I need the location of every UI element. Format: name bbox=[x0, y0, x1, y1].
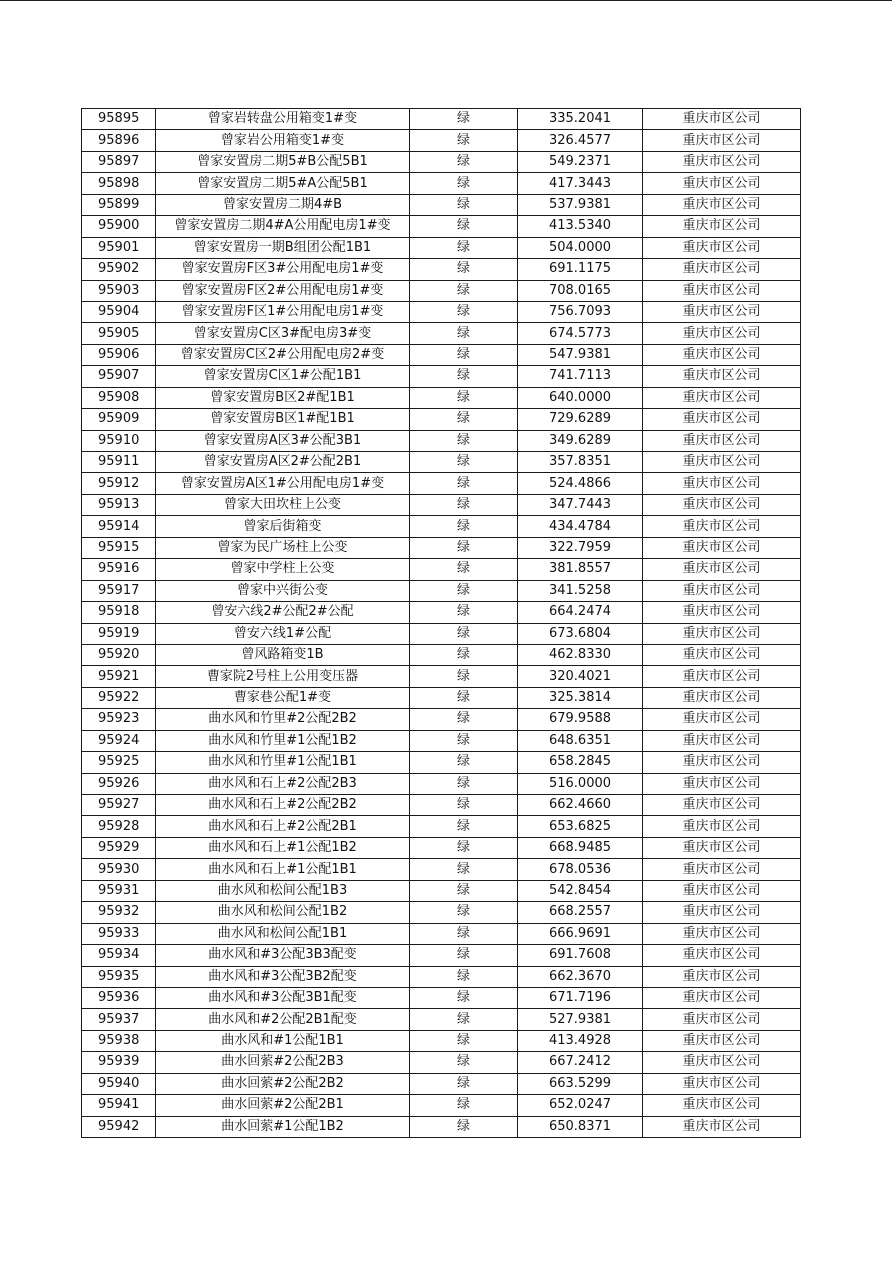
transformer-name-cell: 曲水回萦#2公配2B1 bbox=[156, 1095, 410, 1116]
status-color-cell: 绿 bbox=[410, 1030, 518, 1051]
table-row bbox=[82, 923, 801, 944]
table-row bbox=[82, 816, 801, 837]
status-color-cell: 绿 bbox=[410, 773, 518, 794]
company-cell: 重庆市区公司 bbox=[643, 151, 801, 172]
transformer-name-cell: 曲水风和#3公配3B1配变 bbox=[156, 987, 410, 1008]
transformer-name-cell: 曲水风和竹里#1公配1B1 bbox=[156, 752, 410, 773]
company-cell: 重庆市区公司 bbox=[643, 880, 801, 901]
row-id-cell: 95918 bbox=[82, 602, 156, 623]
status-color-cell: 绿 bbox=[410, 537, 518, 558]
row-id-cell: 95900 bbox=[82, 216, 156, 237]
value-cell: 549.2371 bbox=[518, 151, 643, 172]
row-id-cell: 95933 bbox=[82, 923, 156, 944]
transformer-name-cell: 曾家为民广场柱上公变 bbox=[156, 537, 410, 558]
status-color-cell: 绿 bbox=[410, 987, 518, 1008]
value-cell: 381.8557 bbox=[518, 559, 643, 580]
transformer-name-cell: 曾家安置房C区3#配电房3#变 bbox=[156, 323, 410, 344]
transformer-name-cell: 曲水风和#1公配1B1 bbox=[156, 1030, 410, 1051]
transformer-name-cell: 曹家巷公配1#变 bbox=[156, 687, 410, 708]
row-id-cell: 95910 bbox=[82, 430, 156, 451]
transformer-name-cell: 曹家院2号柱上公用变压器 bbox=[156, 666, 410, 687]
table-row bbox=[82, 409, 801, 430]
status-color-cell: 绿 bbox=[410, 130, 518, 151]
company-cell: 重庆市区公司 bbox=[643, 280, 801, 301]
status-color-cell: 绿 bbox=[410, 430, 518, 451]
table-row bbox=[82, 430, 801, 451]
row-id-cell: 95899 bbox=[82, 194, 156, 215]
row-id-cell: 95904 bbox=[82, 301, 156, 322]
company-cell: 重庆市区公司 bbox=[643, 301, 801, 322]
company-cell: 重庆市区公司 bbox=[643, 323, 801, 344]
company-cell: 重庆市区公司 bbox=[643, 259, 801, 280]
value-cell: 547.9381 bbox=[518, 344, 643, 365]
status-color-cell: 绿 bbox=[410, 580, 518, 601]
value-cell: 322.7959 bbox=[518, 537, 643, 558]
table-row bbox=[82, 130, 801, 151]
row-id-cell: 95905 bbox=[82, 323, 156, 344]
table-row bbox=[82, 1030, 801, 1051]
status-color-cell: 绿 bbox=[410, 1009, 518, 1030]
status-color-cell: 绿 bbox=[410, 516, 518, 537]
table-body bbox=[82, 109, 801, 1138]
row-id-cell: 95929 bbox=[82, 837, 156, 858]
value-cell: 640.0000 bbox=[518, 387, 643, 408]
row-id-cell: 95919 bbox=[82, 623, 156, 644]
company-cell: 重庆市区公司 bbox=[643, 644, 801, 665]
value-cell: 653.6825 bbox=[518, 816, 643, 837]
transformer-name-cell: 曾家岩公用箱变1#变 bbox=[156, 130, 410, 151]
company-cell: 重庆市区公司 bbox=[643, 580, 801, 601]
row-id-cell: 95939 bbox=[82, 1052, 156, 1073]
row-id-cell: 95926 bbox=[82, 773, 156, 794]
value-cell: 691.1175 bbox=[518, 259, 643, 280]
row-id-cell: 95940 bbox=[82, 1073, 156, 1094]
table-row bbox=[82, 880, 801, 901]
table-row bbox=[82, 494, 801, 515]
table-row bbox=[82, 1073, 801, 1094]
value-cell: 434.4784 bbox=[518, 516, 643, 537]
company-cell: 重庆市区公司 bbox=[643, 473, 801, 494]
transformer-name-cell: 曾家安置房二期5#A公配5B1 bbox=[156, 173, 410, 194]
status-color-cell: 绿 bbox=[410, 816, 518, 837]
transformer-name-cell: 曲水风和石上#1公配1B1 bbox=[156, 859, 410, 880]
table-row bbox=[82, 666, 801, 687]
transformer-name-cell: 曾家安置房二期4#B bbox=[156, 194, 410, 215]
company-cell: 重庆市区公司 bbox=[643, 687, 801, 708]
table-row bbox=[82, 173, 801, 194]
value-cell: 662.3670 bbox=[518, 966, 643, 987]
company-cell: 重庆市区公司 bbox=[643, 837, 801, 858]
transformer-name-cell: 曾家安置房二期5#B公配5B1 bbox=[156, 151, 410, 172]
transformer-name-cell: 曲水风和松间公配1B1 bbox=[156, 923, 410, 944]
transformer-name-cell: 曲水风和石上#2公配2B3 bbox=[156, 773, 410, 794]
status-color-cell: 绿 bbox=[410, 387, 518, 408]
row-id-cell: 95896 bbox=[82, 130, 156, 151]
status-color-cell: 绿 bbox=[410, 259, 518, 280]
transformer-name-cell: 曲水风和松间公配1B2 bbox=[156, 902, 410, 923]
status-color-cell: 绿 bbox=[410, 902, 518, 923]
status-color-cell: 绿 bbox=[410, 923, 518, 944]
company-cell: 重庆市区公司 bbox=[643, 859, 801, 880]
transformer-name-cell: 曲水回萦#2公配2B2 bbox=[156, 1073, 410, 1094]
company-cell: 重庆市区公司 bbox=[643, 516, 801, 537]
value-cell: 462.8330 bbox=[518, 644, 643, 665]
transformer-name-cell: 曾家安置房B区2#配1B1 bbox=[156, 387, 410, 408]
value-cell: 524.4866 bbox=[518, 473, 643, 494]
company-cell: 重庆市区公司 bbox=[643, 537, 801, 558]
row-id-cell: 95928 bbox=[82, 816, 156, 837]
row-id-cell: 95932 bbox=[82, 902, 156, 923]
value-cell: 347.7443 bbox=[518, 494, 643, 515]
row-id-cell: 95895 bbox=[82, 109, 156, 130]
value-cell: 648.6351 bbox=[518, 730, 643, 751]
value-cell: 341.5258 bbox=[518, 580, 643, 601]
row-id-cell: 95925 bbox=[82, 752, 156, 773]
row-id-cell: 95920 bbox=[82, 644, 156, 665]
table-row bbox=[82, 902, 801, 923]
company-cell: 重庆市区公司 bbox=[643, 773, 801, 794]
status-color-cell: 绿 bbox=[410, 301, 518, 322]
table-row bbox=[82, 194, 801, 215]
status-color-cell: 绿 bbox=[410, 730, 518, 751]
transformer-name-cell: 曲水风和石上#2公配2B1 bbox=[156, 816, 410, 837]
status-color-cell: 绿 bbox=[410, 1095, 518, 1116]
row-id-cell: 95936 bbox=[82, 987, 156, 1008]
row-id-cell: 95897 bbox=[82, 151, 156, 172]
row-id-cell: 95942 bbox=[82, 1116, 156, 1137]
value-cell: 542.8454 bbox=[518, 880, 643, 901]
company-cell: 重庆市区公司 bbox=[643, 130, 801, 151]
status-color-cell: 绿 bbox=[410, 473, 518, 494]
row-id-cell: 95934 bbox=[82, 945, 156, 966]
company-cell: 重庆市区公司 bbox=[643, 623, 801, 644]
value-cell: 326.4577 bbox=[518, 130, 643, 151]
status-color-cell: 绿 bbox=[410, 173, 518, 194]
table-row bbox=[82, 516, 801, 537]
row-id-cell: 95909 bbox=[82, 409, 156, 430]
transformer-name-cell: 曲水风和#3公配3B3配变 bbox=[156, 945, 410, 966]
value-cell: 413.5340 bbox=[518, 216, 643, 237]
value-cell: 504.0000 bbox=[518, 237, 643, 258]
status-color-cell: 绿 bbox=[410, 602, 518, 623]
transformer-table bbox=[81, 108, 801, 1138]
status-color-cell: 绿 bbox=[410, 344, 518, 365]
transformer-name-cell: 曾家安置房C区2#公用配电房2#变 bbox=[156, 344, 410, 365]
table-row bbox=[82, 387, 801, 408]
company-cell: 重庆市区公司 bbox=[643, 709, 801, 730]
value-cell: 537.9381 bbox=[518, 194, 643, 215]
table-row bbox=[82, 623, 801, 644]
company-cell: 重庆市区公司 bbox=[643, 902, 801, 923]
value-cell: 417.3443 bbox=[518, 173, 643, 194]
row-id-cell: 95930 bbox=[82, 859, 156, 880]
status-color-cell: 绿 bbox=[410, 1073, 518, 1094]
status-color-cell: 绿 bbox=[410, 945, 518, 966]
row-id-cell: 95924 bbox=[82, 730, 156, 751]
value-cell: 673.6804 bbox=[518, 623, 643, 644]
value-cell: 678.0536 bbox=[518, 859, 643, 880]
row-id-cell: 95901 bbox=[82, 237, 156, 258]
company-cell: 重庆市区公司 bbox=[643, 387, 801, 408]
value-cell: 671.7196 bbox=[518, 987, 643, 1008]
status-color-cell: 绿 bbox=[410, 323, 518, 344]
company-cell: 重庆市区公司 bbox=[643, 1030, 801, 1051]
table-row bbox=[82, 859, 801, 880]
status-color-cell: 绿 bbox=[410, 966, 518, 987]
value-cell: 357.8351 bbox=[518, 452, 643, 473]
row-id-cell: 95941 bbox=[82, 1095, 156, 1116]
company-cell: 重庆市区公司 bbox=[643, 237, 801, 258]
value-cell: 668.2557 bbox=[518, 902, 643, 923]
status-color-cell: 绿 bbox=[410, 366, 518, 387]
status-color-cell: 绿 bbox=[410, 687, 518, 708]
table-row bbox=[82, 344, 801, 365]
status-color-cell: 绿 bbox=[410, 237, 518, 258]
value-cell: 325.3814 bbox=[518, 687, 643, 708]
company-cell: 重庆市区公司 bbox=[643, 1052, 801, 1073]
company-cell: 重庆市区公司 bbox=[643, 945, 801, 966]
status-color-cell: 绿 bbox=[410, 880, 518, 901]
transformer-name-cell: 曾家安置房F区3#公用配电房1#变 bbox=[156, 259, 410, 280]
value-cell: 349.6289 bbox=[518, 430, 643, 451]
value-cell: 663.5299 bbox=[518, 1073, 643, 1094]
company-cell: 重庆市区公司 bbox=[643, 452, 801, 473]
company-cell: 重庆市区公司 bbox=[643, 194, 801, 215]
table-row bbox=[82, 1116, 801, 1137]
table-row bbox=[82, 301, 801, 322]
status-color-cell: 绿 bbox=[410, 494, 518, 515]
table-row bbox=[82, 730, 801, 751]
table-row bbox=[82, 151, 801, 172]
table-row bbox=[82, 580, 801, 601]
table-row bbox=[82, 366, 801, 387]
company-cell: 重庆市区公司 bbox=[643, 1009, 801, 1030]
status-color-cell: 绿 bbox=[410, 109, 518, 130]
table-row bbox=[82, 709, 801, 730]
company-cell: 重庆市区公司 bbox=[643, 109, 801, 130]
company-cell: 重庆市区公司 bbox=[643, 966, 801, 987]
company-cell: 重庆市区公司 bbox=[643, 795, 801, 816]
transformer-name-cell: 曲水风和竹里#1公配1B2 bbox=[156, 730, 410, 751]
value-cell: 666.9691 bbox=[518, 923, 643, 944]
value-cell: 652.0247 bbox=[518, 1095, 643, 1116]
value-cell: 662.4660 bbox=[518, 795, 643, 816]
transformer-name-cell: 曾家后街箱变 bbox=[156, 516, 410, 537]
transformer-name-cell: 曾家安置房B区1#配1B1 bbox=[156, 409, 410, 430]
row-id-cell: 95923 bbox=[82, 709, 156, 730]
status-color-cell: 绿 bbox=[410, 666, 518, 687]
row-id-cell: 95915 bbox=[82, 537, 156, 558]
table-row bbox=[82, 773, 801, 794]
status-color-cell: 绿 bbox=[410, 795, 518, 816]
value-cell: 674.5773 bbox=[518, 323, 643, 344]
company-cell: 重庆市区公司 bbox=[643, 923, 801, 944]
company-cell: 重庆市区公司 bbox=[643, 1095, 801, 1116]
status-color-cell: 绿 bbox=[410, 280, 518, 301]
table-row bbox=[82, 452, 801, 473]
value-cell: 335.2041 bbox=[518, 109, 643, 130]
page-top-border bbox=[0, 0, 892, 1]
transformer-name-cell: 曾家岩转盘公用箱变1#变 bbox=[156, 109, 410, 130]
row-id-cell: 95914 bbox=[82, 516, 156, 537]
transformer-name-cell: 曾家安置房A区2#公配2B1 bbox=[156, 452, 410, 473]
value-cell: 756.7093 bbox=[518, 301, 643, 322]
table-row bbox=[82, 473, 801, 494]
transformer-name-cell: 曾安六线1#公配 bbox=[156, 623, 410, 644]
value-cell: 667.2412 bbox=[518, 1052, 643, 1073]
table-row bbox=[82, 259, 801, 280]
table-row bbox=[82, 559, 801, 580]
row-id-cell: 95908 bbox=[82, 387, 156, 408]
transformer-name-cell: 曲水风和石上#2公配2B2 bbox=[156, 795, 410, 816]
transformer-name-cell: 曾家安置房A区1#公用配电房1#变 bbox=[156, 473, 410, 494]
company-cell: 重庆市区公司 bbox=[643, 366, 801, 387]
table-row bbox=[82, 945, 801, 966]
value-cell: 741.7113 bbox=[518, 366, 643, 387]
row-id-cell: 95916 bbox=[82, 559, 156, 580]
transformer-name-cell: 曾家安置房二期4#A公用配电房1#变 bbox=[156, 216, 410, 237]
row-id-cell: 95922 bbox=[82, 687, 156, 708]
status-color-cell: 绿 bbox=[410, 752, 518, 773]
transformer-name-cell: 曾家大田坎柱上公变 bbox=[156, 494, 410, 515]
status-color-cell: 绿 bbox=[410, 644, 518, 665]
table-row bbox=[82, 1052, 801, 1073]
status-color-cell: 绿 bbox=[410, 1116, 518, 1137]
company-cell: 重庆市区公司 bbox=[643, 1073, 801, 1094]
company-cell: 重庆市区公司 bbox=[643, 602, 801, 623]
table-row bbox=[82, 237, 801, 258]
row-id-cell: 95927 bbox=[82, 795, 156, 816]
value-cell: 664.2474 bbox=[518, 602, 643, 623]
row-id-cell: 95912 bbox=[82, 473, 156, 494]
table-row bbox=[82, 837, 801, 858]
company-cell: 重庆市区公司 bbox=[643, 173, 801, 194]
table-row bbox=[82, 644, 801, 665]
transformer-name-cell: 曲水风和松间公配1B3 bbox=[156, 880, 410, 901]
row-id-cell: 95898 bbox=[82, 173, 156, 194]
value-cell: 320.4021 bbox=[518, 666, 643, 687]
table-row bbox=[82, 602, 801, 623]
status-color-cell: 绿 bbox=[410, 837, 518, 858]
row-id-cell: 95937 bbox=[82, 1009, 156, 1030]
transformer-name-cell: 曲水回萦#2公配2B3 bbox=[156, 1052, 410, 1073]
value-cell: 650.8371 bbox=[518, 1116, 643, 1137]
table-row bbox=[82, 537, 801, 558]
status-color-cell: 绿 bbox=[410, 559, 518, 580]
status-color-cell: 绿 bbox=[410, 409, 518, 430]
status-color-cell: 绿 bbox=[410, 1052, 518, 1073]
value-cell: 679.9588 bbox=[518, 709, 643, 730]
row-id-cell: 95903 bbox=[82, 280, 156, 301]
company-cell: 重庆市区公司 bbox=[643, 344, 801, 365]
company-cell: 重庆市区公司 bbox=[643, 987, 801, 1008]
transformer-name-cell: 曾家安置房一期B组团公配1B1 bbox=[156, 237, 410, 258]
row-id-cell: 95935 bbox=[82, 966, 156, 987]
row-id-cell: 95911 bbox=[82, 452, 156, 473]
table-row bbox=[82, 987, 801, 1008]
transformer-name-cell: 曾安六线2#公配2#公配 bbox=[156, 602, 410, 623]
table-row bbox=[82, 795, 801, 816]
transformer-name-cell: 曾家中兴街公变 bbox=[156, 580, 410, 601]
value-cell: 516.0000 bbox=[518, 773, 643, 794]
transformer-name-cell: 曾家中学柱上公变 bbox=[156, 559, 410, 580]
company-cell: 重庆市区公司 bbox=[643, 730, 801, 751]
company-cell: 重庆市区公司 bbox=[643, 816, 801, 837]
status-color-cell: 绿 bbox=[410, 194, 518, 215]
company-cell: 重庆市区公司 bbox=[643, 409, 801, 430]
value-cell: 708.0165 bbox=[518, 280, 643, 301]
row-id-cell: 95906 bbox=[82, 344, 156, 365]
company-cell: 重庆市区公司 bbox=[643, 216, 801, 237]
row-id-cell: 95913 bbox=[82, 494, 156, 515]
value-cell: 729.6289 bbox=[518, 409, 643, 430]
transformer-name-cell: 曾家安置房C区1#公配1B1 bbox=[156, 366, 410, 387]
transformer-name-cell: 曾风路箱变1B bbox=[156, 644, 410, 665]
company-cell: 重庆市区公司 bbox=[643, 752, 801, 773]
table-row bbox=[82, 280, 801, 301]
transformer-name-cell: 曲水风和#2公配2B1配变 bbox=[156, 1009, 410, 1030]
company-cell: 重庆市区公司 bbox=[643, 430, 801, 451]
value-cell: 668.9485 bbox=[518, 837, 643, 858]
table-row bbox=[82, 323, 801, 344]
status-color-cell: 绿 bbox=[410, 151, 518, 172]
row-id-cell: 95931 bbox=[82, 880, 156, 901]
company-cell: 重庆市区公司 bbox=[643, 1116, 801, 1137]
value-cell: 658.2845 bbox=[518, 752, 643, 773]
transformer-name-cell: 曲水风和竹里#2公配2B2 bbox=[156, 709, 410, 730]
transformer-name-cell: 曲水风和石上#1公配1B2 bbox=[156, 837, 410, 858]
table-row bbox=[82, 109, 801, 130]
value-cell: 527.9381 bbox=[518, 1009, 643, 1030]
status-color-cell: 绿 bbox=[410, 623, 518, 644]
row-id-cell: 95917 bbox=[82, 580, 156, 601]
table-row bbox=[82, 216, 801, 237]
status-color-cell: 绿 bbox=[410, 859, 518, 880]
table-row bbox=[82, 687, 801, 708]
transformer-name-cell: 曾家安置房F区2#公用配电房1#变 bbox=[156, 280, 410, 301]
transformer-name-cell: 曲水风和#3公配3B2配变 bbox=[156, 966, 410, 987]
row-id-cell: 95902 bbox=[82, 259, 156, 280]
company-cell: 重庆市区公司 bbox=[643, 666, 801, 687]
status-color-cell: 绿 bbox=[410, 452, 518, 473]
value-cell: 691.7608 bbox=[518, 945, 643, 966]
row-id-cell: 95938 bbox=[82, 1030, 156, 1051]
row-id-cell: 95907 bbox=[82, 366, 156, 387]
value-cell: 413.4928 bbox=[518, 1030, 643, 1051]
row-id-cell: 95921 bbox=[82, 666, 156, 687]
status-color-cell: 绿 bbox=[410, 709, 518, 730]
table-row bbox=[82, 1095, 801, 1116]
table-row bbox=[82, 1009, 801, 1030]
table-row bbox=[82, 752, 801, 773]
status-color-cell: 绿 bbox=[410, 216, 518, 237]
transformer-name-cell: 曲水回萦#1公配1B2 bbox=[156, 1116, 410, 1137]
company-cell: 重庆市区公司 bbox=[643, 559, 801, 580]
company-cell: 重庆市区公司 bbox=[643, 494, 801, 515]
transformer-name-cell: 曾家安置房F区1#公用配电房1#变 bbox=[156, 301, 410, 322]
table-row bbox=[82, 966, 801, 987]
transformer-name-cell: 曾家安置房A区3#公配3B1 bbox=[156, 430, 410, 451]
